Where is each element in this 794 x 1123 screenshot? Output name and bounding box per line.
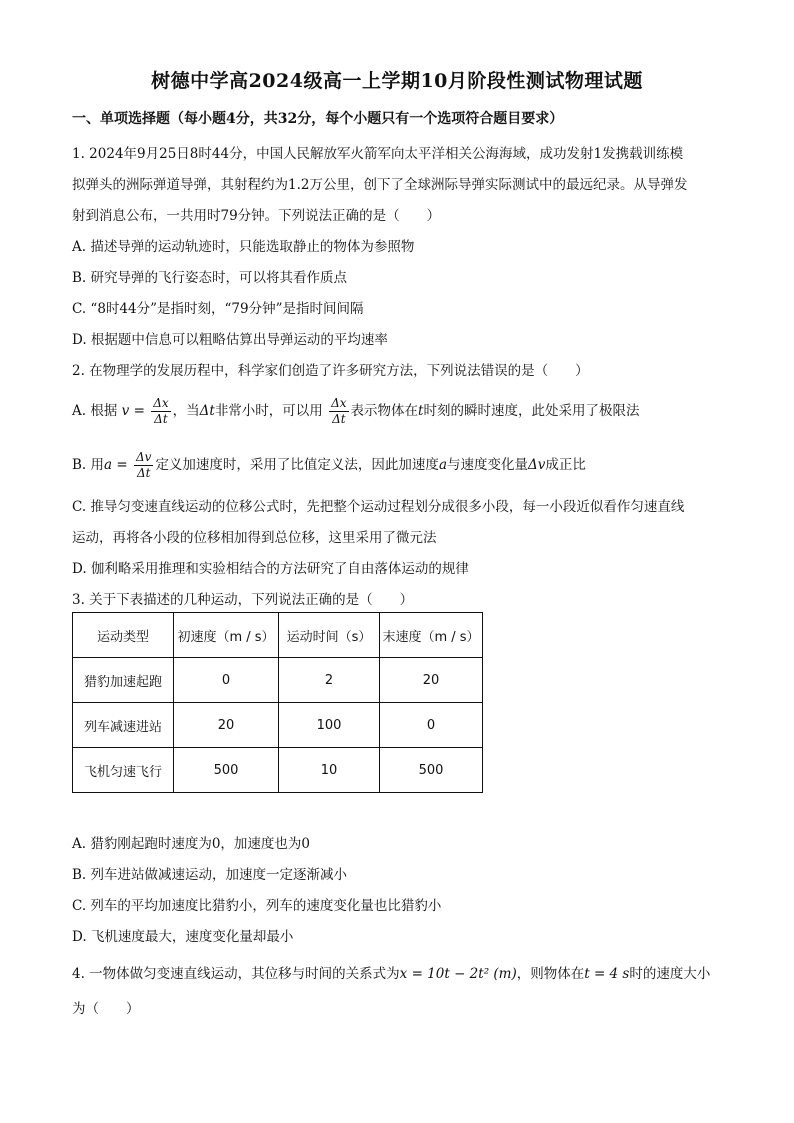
q2-a-fraction-2	[329, 396, 348, 427]
table-cell: 飞机匀速飞行	[73, 748, 174, 793]
q1-stem-line-1: 1. 2024年9月25日8时44分，中国人民解放军火箭军向太平洋相关公海海域，成功发射1发携载训练模	[72, 146, 684, 162]
table-row	[73, 748, 483, 793]
q1-stem-line-3: 射到消息公布，一共用时79分钟。下列说法正确的是（ ）	[72, 208, 441, 224]
q2-a-equals: =	[129, 403, 150, 419]
page-title: 树德中学高2024级高一上学期10月阶段性测试物理试题	[151, 70, 643, 92]
q2-b-fraction	[134, 450, 153, 481]
q4-stem-line-2: 为（ ）	[72, 1001, 140, 1017]
q2-option-d: D. 伽利略采用推理和实验相结合的方法研究了自由落体运动的规律	[72, 561, 469, 577]
q2-a-fraction-2-num: Δx	[331, 396, 347, 410]
table-cell: 列车减速进站	[73, 703, 174, 748]
table-header-cell: 初速度（m / s）	[174, 613, 279, 658]
q2-b-text-1: 定义加速度时，采用了比值定义法，因此加速度	[155, 457, 439, 473]
q1-option-d: D. 根据题中信息可以粗略估算出导弹运动的平均速率	[72, 332, 388, 348]
table-row	[73, 658, 483, 703]
table-row	[73, 703, 483, 748]
table-cell: 0	[380, 703, 483, 748]
q2-a-text-2: 非常小时，可以用	[214, 403, 323, 419]
q2-b-prefix: B. 用	[72, 457, 105, 473]
table-header-cell: 运动时间（s）	[279, 613, 380, 658]
q2-a-var-v: v	[121, 403, 130, 419]
q2-b-dv: Δv	[528, 457, 546, 473]
table-header-cell: 末速度（m / s）	[380, 613, 483, 658]
q2-b-equals: =	[112, 457, 132, 473]
table-cell: 500	[380, 748, 483, 793]
q2-a-text-1: ，当	[172, 403, 200, 419]
q3-option-b: B. 列车进站做减速运动，加速度一定逐渐减小	[72, 867, 348, 883]
q1-option-c: C. “8时44分”是指时刻，“79分钟”是指时间间隔	[72, 301, 364, 317]
q2-b-var-a: a	[104, 457, 113, 473]
q2-a-fraction	[151, 396, 170, 427]
table-cell: 100	[279, 703, 380, 748]
q3-option-a: A. 猎豹刚起跑时速度为0，加速度也为0	[72, 836, 311, 852]
q1-option-b: B. 研究导弹的飞行姿态时，可以将其看作质点	[72, 270, 348, 286]
q4-text-3: 时的速度大小	[629, 966, 711, 982]
q2-b-text-2: 与速度变化量	[447, 457, 528, 473]
q2-b-text-3: 成正比	[545, 457, 586, 473]
motion-table	[72, 612, 483, 793]
q4-text-1: 4. 一物体做匀变速直线运动，其位移与时间的关系式为	[72, 966, 400, 982]
q2-option-c-line-1: C. 推导匀变速直线运动的位移公式时，先把整个运动过程划分成很多小段，每一小段近似看作匀速直线	[72, 499, 685, 515]
table-cell: 20	[380, 658, 483, 703]
q2-b-fraction-den: Δt	[136, 466, 151, 480]
q4-text-2: ，则物体在	[516, 966, 585, 982]
q3-option-d: D. 飞机速度最大，速度变化量却最小	[72, 929, 294, 945]
q4-stem-line-1	[72, 962, 710, 982]
q2-a-prefix: A. 根据	[72, 403, 118, 419]
q2-a-var-t: t	[418, 403, 424, 419]
q4-condition: t = 4 s	[584, 966, 630, 982]
q2-a-text-3: 表示物体在	[350, 403, 419, 419]
q1-option-a: A. 描述导弹的运动轨迹时，只能选取静止的物体为参照物	[72, 239, 415, 255]
q2-a-text-4: 时刻的瞬时速度，此处采用了极限法	[423, 403, 640, 419]
q3-stem: 3. 关于下表描述的几种运动，下列说法正确的是（ ）	[72, 592, 414, 608]
q2-b-fraction-num: Δv	[135, 450, 152, 464]
table-cell: 20	[174, 703, 279, 748]
q2-a-dt: Δt	[199, 403, 215, 419]
table-cell: 500	[174, 748, 279, 793]
q4-equation: x = 10t − 2t² (m)	[399, 966, 517, 982]
table-cell: 10	[279, 748, 380, 793]
q2-option-b	[72, 450, 586, 481]
table-cell: 0	[174, 658, 279, 703]
table-header-row	[73, 613, 483, 658]
q2-option-c-line-2: 运动，再将各小段的位移相加得到总位移，这里采用了微元法	[72, 530, 437, 546]
q2-a-fraction-den: Δt	[154, 412, 168, 426]
table-cell: 猎豹加速起跑	[73, 658, 174, 703]
section-heading: 一、单项选择题（每小题4分，共32分，每个小题只有一个选项符合题目要求）	[72, 111, 564, 127]
table-cell: 2	[279, 658, 380, 703]
q1-stem-line-2: 拟弹头的洲际弹道导弹，其射程约为1.2万公里，创下了全球洲际导弹实际测试中的最远纪录。从导弹发	[72, 177, 688, 193]
table-header-cell: 运动类型	[73, 613, 174, 658]
q2-stem: 2. 在物理学的发展历程中，科学家们创造了许多研究方法，下列说法错误的是（ ）	[72, 363, 589, 379]
q2-a-fraction-num: Δx	[153, 396, 169, 410]
q2-b-var-a2: a	[438, 457, 447, 473]
q2-option-a	[72, 396, 639, 427]
q2-a-fraction-2-den: Δt	[332, 412, 346, 426]
q3-option-c: C. 列车的平均加速度比猎豹小，列车的速度变化量也比猎豹小	[72, 898, 442, 914]
